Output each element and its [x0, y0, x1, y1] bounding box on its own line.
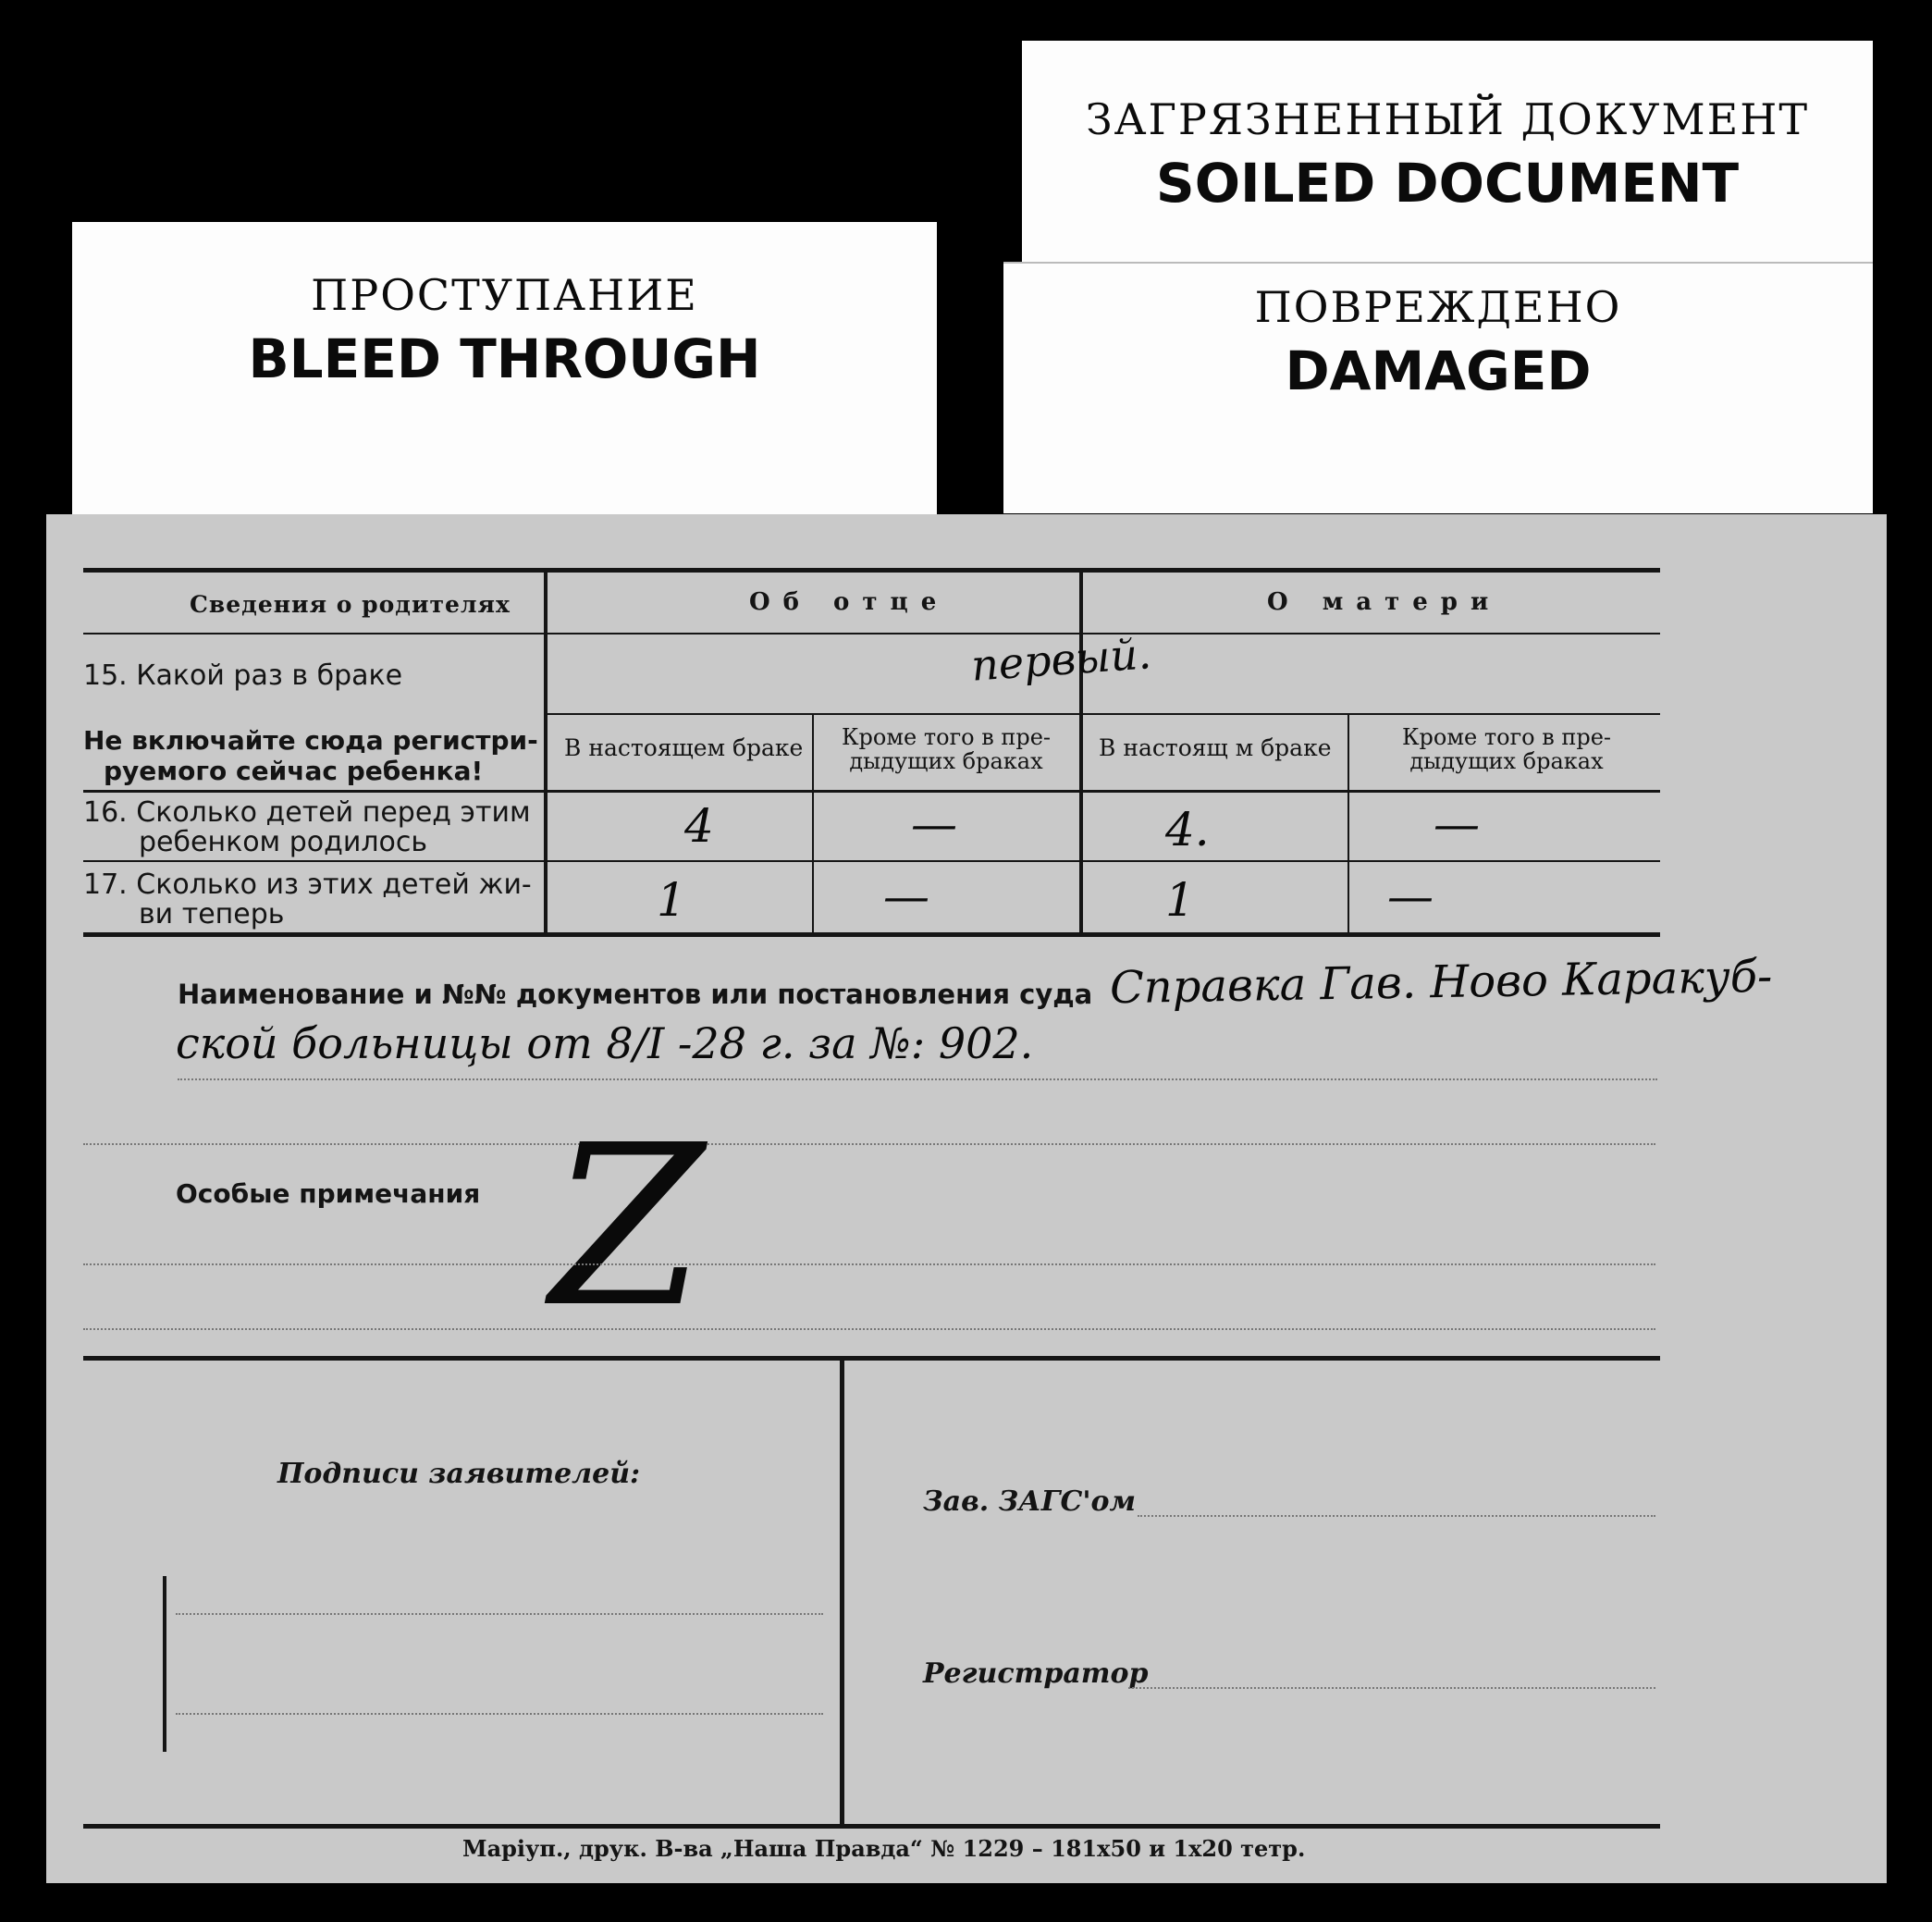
q16-mother-current: 4. [1165, 803, 1210, 856]
sub-father-prev-line1: Кроме того в пре- [841, 724, 1052, 750]
sub-mother-prev [1360, 725, 1654, 773]
sub-mother-prev-line1: Кроме того в пре- [1401, 724, 1612, 750]
header-mother: О матери [1267, 588, 1502, 616]
subheader-top-rule [546, 713, 1660, 715]
sub-father-prev-line2: дыдущих браках [849, 748, 1043, 774]
documents-value-line2: ской больницы от 8/I -28 г. за №: 902. [176, 1018, 1034, 1068]
signature-divider [840, 1356, 844, 1828]
note-line2: руемого сейчас ребенка! [104, 756, 484, 786]
q16-line1: 16. Сколько детей перед этим [83, 796, 531, 829]
header-father: Об отце [749, 588, 950, 616]
q17-mother-prev: — [1387, 869, 1434, 923]
sub-mother-current: В настоящ м браке [1099, 734, 1332, 761]
registration-form [46, 514, 1887, 1883]
q17-line2: ви теперь [139, 898, 285, 930]
q17-mother-current: 1 [1165, 873, 1195, 927]
q16-father-prev: — [911, 797, 957, 851]
soiled-label-en: SOILED DOCUMENT [1155, 152, 1740, 215]
table-col-divider-1 [544, 568, 548, 936]
documents-label: Наименование и №№ документов или постановления суда [178, 979, 1093, 1010]
q16-father-current: 4 [684, 799, 714, 853]
table-bottom-rule [83, 932, 1660, 937]
head-registry-label: Зав. ЗАГС'ом [923, 1485, 1137, 1518]
documents-dotted-line [178, 1078, 1657, 1080]
q15-label: 15. Какой раз в браке [83, 659, 403, 692]
signature-top-rule [83, 1356, 1660, 1361]
note-line1: Не включайте сюда регистри- [83, 725, 538, 756]
bleed-through-label [72, 222, 937, 527]
sub-mother-prev-line2: дыдущих браках [1409, 748, 1604, 774]
damaged-label [1003, 262, 1873, 513]
dotted-line-2 [83, 1263, 1655, 1265]
printer-imprint: Марiуп., друк. В-ва „Наша Правда“ № 1229 – 181х50 и 1х20 тетр. [462, 1835, 1306, 1862]
documents-value-line1: Справка Гав. Ново Каракуб- [1109, 950, 1773, 1015]
dotted-line-1 [83, 1143, 1655, 1145]
q17-line1: 17. Сколько из этих детей жи- [83, 869, 532, 901]
applicant-signature-line-1 [176, 1613, 823, 1615]
footer-rule [83, 1824, 1660, 1829]
q15-answer: первый. [969, 628, 1153, 691]
table-col-divider-4 [1347, 713, 1349, 935]
registrar-signature-line [1128, 1687, 1655, 1689]
bleed-label-ru: ПРОСТУПАНИЕ [311, 270, 698, 320]
head-signature-line [1138, 1515, 1655, 1517]
signature-bracket [163, 1576, 166, 1752]
remarks-label: Особые примечания [176, 1178, 481, 1209]
q17-father-current: 1 [657, 873, 686, 927]
dotted-line-3 [83, 1328, 1655, 1330]
table-col-divider-3 [1079, 568, 1083, 936]
q16-mother-prev: — [1434, 797, 1480, 851]
damaged-label-en: DAMAGED [1285, 339, 1592, 402]
table-top-rule [83, 568, 1660, 573]
row16-bottom-rule [83, 860, 1660, 862]
applicant-signature-line-2 [176, 1713, 823, 1715]
registrar-label: Регистратор [923, 1657, 1149, 1690]
remarks-value: Z [550, 1097, 705, 1356]
table-header-rule [83, 633, 1660, 635]
damaged-label-ru: ПОВРЕЖДЕНО [1254, 282, 1622, 332]
header-parents-info: Сведения о родителях [190, 591, 511, 618]
applicants-signature-label: Подписи заявителей: [277, 1458, 641, 1490]
table-col-divider-2 [812, 713, 814, 935]
soiled-label-ru: ЗАГРЯЗНЕННЫЙ ДОКУМЕНТ [1085, 94, 1810, 144]
soiled-document-label [1022, 41, 1873, 263]
q17-father-prev: — [883, 869, 929, 923]
sub-father-current: В настоящем браке [564, 734, 804, 761]
q16-line2: ребенком родилось [139, 826, 428, 858]
bleed-label-en: BLEED THROUGH [248, 327, 761, 390]
subheader-bottom-rule [83, 790, 1660, 793]
sub-father-prev [825, 725, 1067, 773]
